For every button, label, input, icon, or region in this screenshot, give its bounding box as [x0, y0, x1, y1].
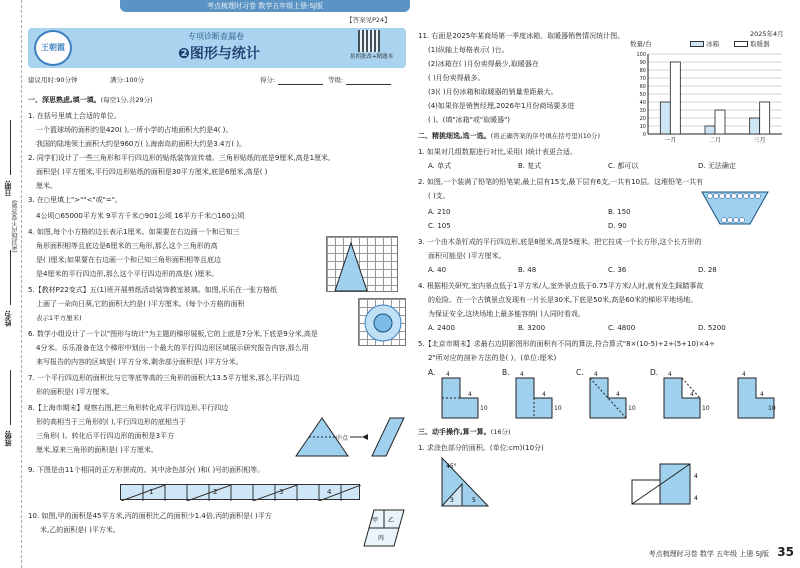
svg-text:10: 10 — [628, 405, 636, 412]
title-banner — [28, 16, 406, 68]
page-title: ❷图形与统计 — [178, 46, 260, 62]
svg-text:10: 10 — [702, 405, 710, 412]
mc5-label-d[interactable]: D. — [650, 368, 659, 377]
footer-text: 考点梳理时习卷 数学 五年级 上册 SJ版 — [648, 549, 770, 558]
question-10: 10. 如图,甲的面积是45平方米,丙的面积比乙的面积少1.4倍,丙的面积是( )平方 — [28, 512, 272, 520]
triangle-shape — [327, 237, 399, 293]
svg-text:4: 4 — [742, 371, 746, 378]
strip-number-3: 3 — [279, 488, 284, 496]
question-9: 9. 下图是由11个相同的正方形拼成的。其中涂色部分( )和( )号的面积相等。 — [28, 466, 265, 474]
score-field[interactable]: 得分: — [260, 76, 276, 84]
question-1: 1. 在括号里填上合适的单位。 — [28, 112, 121, 120]
right-column — [418, 14, 794, 564]
question-3: 3. 在○里填上">""<"或"="。 — [28, 196, 122, 204]
page-number: 35 — [777, 544, 794, 559]
question-8c[interactable]: 三角形( )。转化后平行四边形的面积是3平方 — [36, 432, 175, 440]
mc1-option-b[interactable]: B. 复式 — [518, 162, 542, 170]
name-line[interactable] — [10, 250, 11, 305]
question-11c[interactable]: ( )月份卖得最多。 — [428, 74, 485, 82]
question-11: 11. 右面是2025年某商场第一季度冰箱、取暖器销售情况统计图。 — [418, 32, 625, 40]
question-11d[interactable]: (3)( )月份冰箱和取暖器的销量差距最大。 — [428, 88, 558, 96]
mc3-option-b[interactable]: B. 48 — [518, 266, 537, 274]
class-label: 班级: — [4, 430, 12, 447]
mc4-option-a[interactable]: A. 2400 — [428, 324, 455, 332]
svg-text:4: 4 — [446, 371, 450, 378]
label-jia: 甲 — [372, 517, 379, 524]
problem-1: 1. 求涂色部分的面积。(单位:cm)(10分) — [418, 444, 544, 452]
label-bing: 丙 — [378, 535, 385, 542]
legend-heater-swatch — [734, 41, 748, 47]
qr-caption: 拍照批改+精题本 — [350, 54, 394, 60]
x-tick-三月: 三月 — [753, 137, 766, 144]
mc2-option-c[interactable]: C. 105 — [428, 222, 451, 230]
y-tick-40: 40 — [639, 100, 646, 106]
date-line[interactable] — [10, 120, 11, 175]
question-2b[interactable]: 面积是( )平方厘米,平行四边形贴纸的面积是30平方厘米,底是6厘米,高是( ) — [36, 168, 268, 176]
grade-field[interactable]: 等级: — [328, 76, 344, 84]
question-11b[interactable]: (2)冰箱在( )月份卖得最少,取暖器在 — [428, 60, 539, 68]
svg-text:4: 4 — [694, 473, 698, 480]
strip-number-4: 4 — [327, 488, 332, 496]
svg-text:4: 4 — [468, 391, 472, 398]
question-2c: 厘米。 — [36, 182, 57, 190]
question-4b: 角形面积相等且底边是6厘米的三角形,那么这个三角形的高 — [36, 242, 218, 250]
mc2-option-a[interactable]: A. 210 — [428, 208, 451, 216]
svg-text:4: 4 — [616, 391, 620, 398]
y-tick-70: 70 — [639, 76, 646, 82]
mc2-option-b[interactable]: B. 150 — [608, 208, 631, 216]
parallelogram-figure — [362, 508, 406, 548]
svg-text:5: 5 — [472, 497, 476, 504]
mc4-option-d[interactable]: D. 5200 — [698, 324, 726, 332]
question-5b[interactable]: 上画了一朵向日葵,它的面积大约是( )平方厘米。(每个小方格的面积 — [36, 300, 245, 308]
question-7b[interactable]: 形的面积是( )平方厘米。 — [36, 388, 114, 396]
bar-冰箱-三月 — [750, 118, 760, 134]
question-8b[interactable]: 形的高相当于三角形的( ),平行四边形的底相当于 — [36, 418, 186, 426]
bar-取暖器-三月 — [760, 102, 770, 134]
y-tick-20: 20 — [639, 116, 646, 122]
y-tick-100: 100 — [636, 52, 646, 58]
strip-number-2: 2 — [213, 488, 218, 496]
svg-text:4: 4 — [594, 371, 598, 378]
mc3-option-a[interactable]: A. 40 — [428, 266, 447, 274]
bar-取暖器-一月 — [670, 62, 680, 134]
mc5-label-b[interactable]: B. — [502, 368, 510, 377]
svg-text:4: 4 — [694, 495, 698, 502]
mc5-figures — [428, 368, 788, 424]
question-4c[interactable]: 是( )厘米;如果要在右边画一个和已知三角形面积相等且底边 — [36, 256, 222, 264]
mc1-option-a[interactable]: A. 单式 — [428, 162, 452, 170]
pencil-stack-figure — [700, 190, 770, 226]
mc-question-1: 1. 如果对几组数据进行对比,采用( )统计表更合适。 — [418, 148, 577, 156]
suggested-time: 建议用时:90分钟 — [28, 76, 78, 84]
y-tick-60: 60 — [639, 84, 646, 90]
question-5c: 表示1平方厘米) — [36, 314, 82, 322]
full-score: 满分:100分 — [110, 76, 145, 84]
question-6b: 4分米。乐乐准备在这个梯形中划出一个最大的平行四边形区域展示研究报告内容,那么用 — [36, 344, 309, 352]
shaded-triangle-figure-1 — [438, 454, 498, 510]
mc-question-4b: 的危险。在一个古镇景点发现有一片长是30米,下底是50米,高是60米的梯形平地场地。 — [428, 296, 698, 304]
squares-strip-figure — [120, 484, 360, 500]
svg-text:3: 3 — [450, 497, 454, 504]
question-3a[interactable]: 4公顷○65000平方米 9平方千米○901公顷 16平方千米○160公顷 — [36, 212, 245, 220]
sales-chart — [630, 30, 790, 144]
svg-text:45°: 45° — [446, 463, 457, 470]
question-8d[interactable]: 厘米,原来三角形的面积是( )平方厘米。 — [36, 446, 158, 454]
y-tick-10: 10 — [639, 124, 646, 130]
question-1a[interactable]: 一个篮球场的面积约是420( ),一所小学的占地面积大约是4( )。 — [36, 126, 233, 134]
strip-number-1: 1 — [149, 488, 154, 496]
svg-text:4: 4 — [542, 391, 546, 398]
question-11a[interactable]: (1)纵轴上每格表示( )台。 — [428, 46, 509, 54]
question-1b[interactable]: 我国的陆地领土面积大约是960万( ),海南岛的面积大约是3.4万( )。 — [36, 140, 247, 148]
mc4-option-c[interactable]: C. 4800 — [608, 324, 636, 332]
section-3-heading: 三、动手操作,算一算。(16分) — [418, 428, 511, 436]
mc5-shapes — [438, 370, 778, 422]
legend-heater-label: 取暖器 — [750, 40, 770, 48]
legend-heater — [734, 40, 770, 49]
svg-text:4: 4 — [760, 391, 764, 398]
answer-reference: 【答案见P24】 — [346, 16, 391, 24]
mc1-option-d[interactable]: D. 无法确定 — [698, 162, 736, 170]
y-tick-80: 80 — [639, 68, 646, 74]
score-underline — [278, 84, 323, 85]
question-5: 5.【教材P22变式】五(1)班开展剪纸活动装饰教室玻璃。如图,乐乐在一张方格纸 — [28, 286, 277, 294]
question-6c[interactable]: 来写报告的内容的区域是( )平方分米,剩余部分面积是( )平方分米。 — [36, 358, 243, 366]
mc-question-5b[interactable]: 2"所对应的剖补方法的是( )。(单位:厘米) — [428, 354, 557, 362]
question-4: 4. 如图,每个小方格的边长表示1厘米。如果要在右边画一个和已知三 — [28, 228, 240, 236]
y-tick-0: 0 — [642, 132, 646, 138]
mc-question-4c[interactable]: 为保证安全,这块场地上最多能容纳( )人同时看戏。 — [428, 310, 585, 318]
question-2: 2. 同学们设计了一些三角形和平行四边形的贴纸装饰宣传墙。三角形贴纸的底是9厘米,高是1厘米, — [28, 154, 331, 162]
squares-strip — [121, 485, 361, 501]
mc-question-3: 3. 一个由木条钉成的平行四边形,底是8厘米,高是5厘米。把它拉成一个长方形,这个长方形的 — [418, 238, 702, 246]
y-tick-50: 50 — [639, 92, 646, 98]
svg-text:4: 4 — [520, 371, 524, 378]
question-11f[interactable]: ( )。(填"冰箱"或"取暖器") — [428, 116, 511, 124]
svg-text:4: 4 — [690, 391, 694, 398]
sunflower-grid-figure — [358, 298, 406, 346]
bar-冰箱-二月 — [705, 126, 715, 134]
mc1-option-c[interactable]: C. 都可以 — [608, 162, 639, 170]
question-7: 7. 一个平行四边形的面积比与它等底等高的三角形的面积大13.5平方厘米,那么平行四边 — [28, 374, 300, 382]
svg-text:10: 10 — [554, 405, 562, 412]
mc-question-2: 2. 如图,一个装满了铅笔的铅笔架,最上层有15支,最下层有6支,一共有10层。这堆铅笔一共有 — [418, 178, 704, 186]
grade-underline — [346, 84, 391, 85]
legend-fridge — [690, 40, 719, 49]
class-line[interactable] — [10, 370, 11, 425]
date-label: 日期: — [4, 180, 12, 197]
mc-question-4: 4. 根据相关研究,室内景点低于1平方米/人,室外景点低于0.75平方米/人时,就有发生踩踏事故 — [418, 282, 704, 290]
question-4d[interactable]: 是4厘米的平行四边形,那么这个平行四边形的高是( )厘米。 — [36, 270, 219, 278]
top-bar: 考点梳理时习卷 数学五年级上册·SJ版 — [120, 0, 410, 12]
chart-y-label: 数量/台 — [630, 40, 652, 48]
y-tick-90: 90 — [639, 60, 646, 66]
bar-取暖器-二月 — [715, 110, 725, 134]
left-column — [28, 14, 406, 564]
legend-fridge-label: 冰箱 — [706, 40, 720, 48]
page-footer — [649, 544, 794, 560]
y-tick-30: 30 — [639, 108, 646, 114]
question-8: 8.【上海市期末】观察右图,把三角形转化成平行四边形,平行四边 — [28, 404, 229, 412]
mc-question-2b[interactable]: ( )支。 — [428, 192, 450, 200]
x-tick-一月: 一月 — [664, 137, 677, 144]
mc3-option-d[interactable]: D. 28 — [698, 266, 717, 274]
mc3-option-c[interactable]: C. 36 — [608, 266, 627, 274]
section-1-heading: 一、深思熟虑,填一填。(每空1分,共29分) — [28, 96, 153, 104]
midpoint-label: 中点 — [336, 435, 349, 442]
bar-冰箱-一月 — [660, 102, 670, 134]
publisher-logo: 王朝霞 — [34, 30, 72, 66]
svg-text:4: 4 — [668, 371, 672, 378]
seal-warning: (密封线内不要答题) — [12, 200, 19, 253]
mc5-label-a[interactable]: A. — [428, 368, 436, 377]
mc-question-3b[interactable]: 面积可能是( )平方厘米。 — [428, 252, 506, 260]
chart-caption: 2025年4月 — [750, 30, 784, 38]
question-11e: (4)如果你是销售经理,2026年1月份商场要多进 — [428, 102, 575, 110]
chart-plot — [630, 50, 790, 146]
svg-text:10: 10 — [768, 405, 776, 412]
name-label: 姓名: — [4, 310, 12, 327]
question-6: 6. 数学小组设计了一个以"图形与统计"为主题的梯形展板,它的上底是7分米,下底是9分米,高是 — [28, 330, 318, 338]
mc4-option-b[interactable]: B. 3200 — [518, 324, 546, 332]
x-tick-二月: 二月 — [708, 137, 722, 144]
mc2-option-d[interactable]: D. 90 — [608, 222, 627, 230]
label-yi: 乙 — [388, 517, 395, 524]
qr-code-icon[interactable] — [358, 30, 380, 52]
triangle-transform-figure — [292, 412, 406, 460]
binding-sidebar — [0, 0, 22, 568]
section-2-heading: 二、精挑细选,选一选。(将正确答案的序号填在括号里)(10分) — [418, 132, 601, 140]
question-10b[interactable]: 米,乙的面积是( )平方米。 — [40, 526, 120, 534]
mc-question-5: 5.【北京市期末】求最右边阴影图形的面积有不同的算法,符合算式"8×(10-5)÷2+(5+10)×4÷ — [418, 340, 715, 348]
banner-subtitle: 专项诊断查漏卷 — [188, 32, 244, 41]
triangle-grid-figure — [326, 236, 398, 292]
svg-text:10: 10 — [480, 405, 488, 412]
sunflower-icon — [359, 299, 407, 347]
mc5-label-c[interactable]: C. — [576, 368, 584, 377]
shaded-square-figure-2 — [628, 460, 708, 508]
legend-fridge-swatch — [690, 41, 704, 47]
